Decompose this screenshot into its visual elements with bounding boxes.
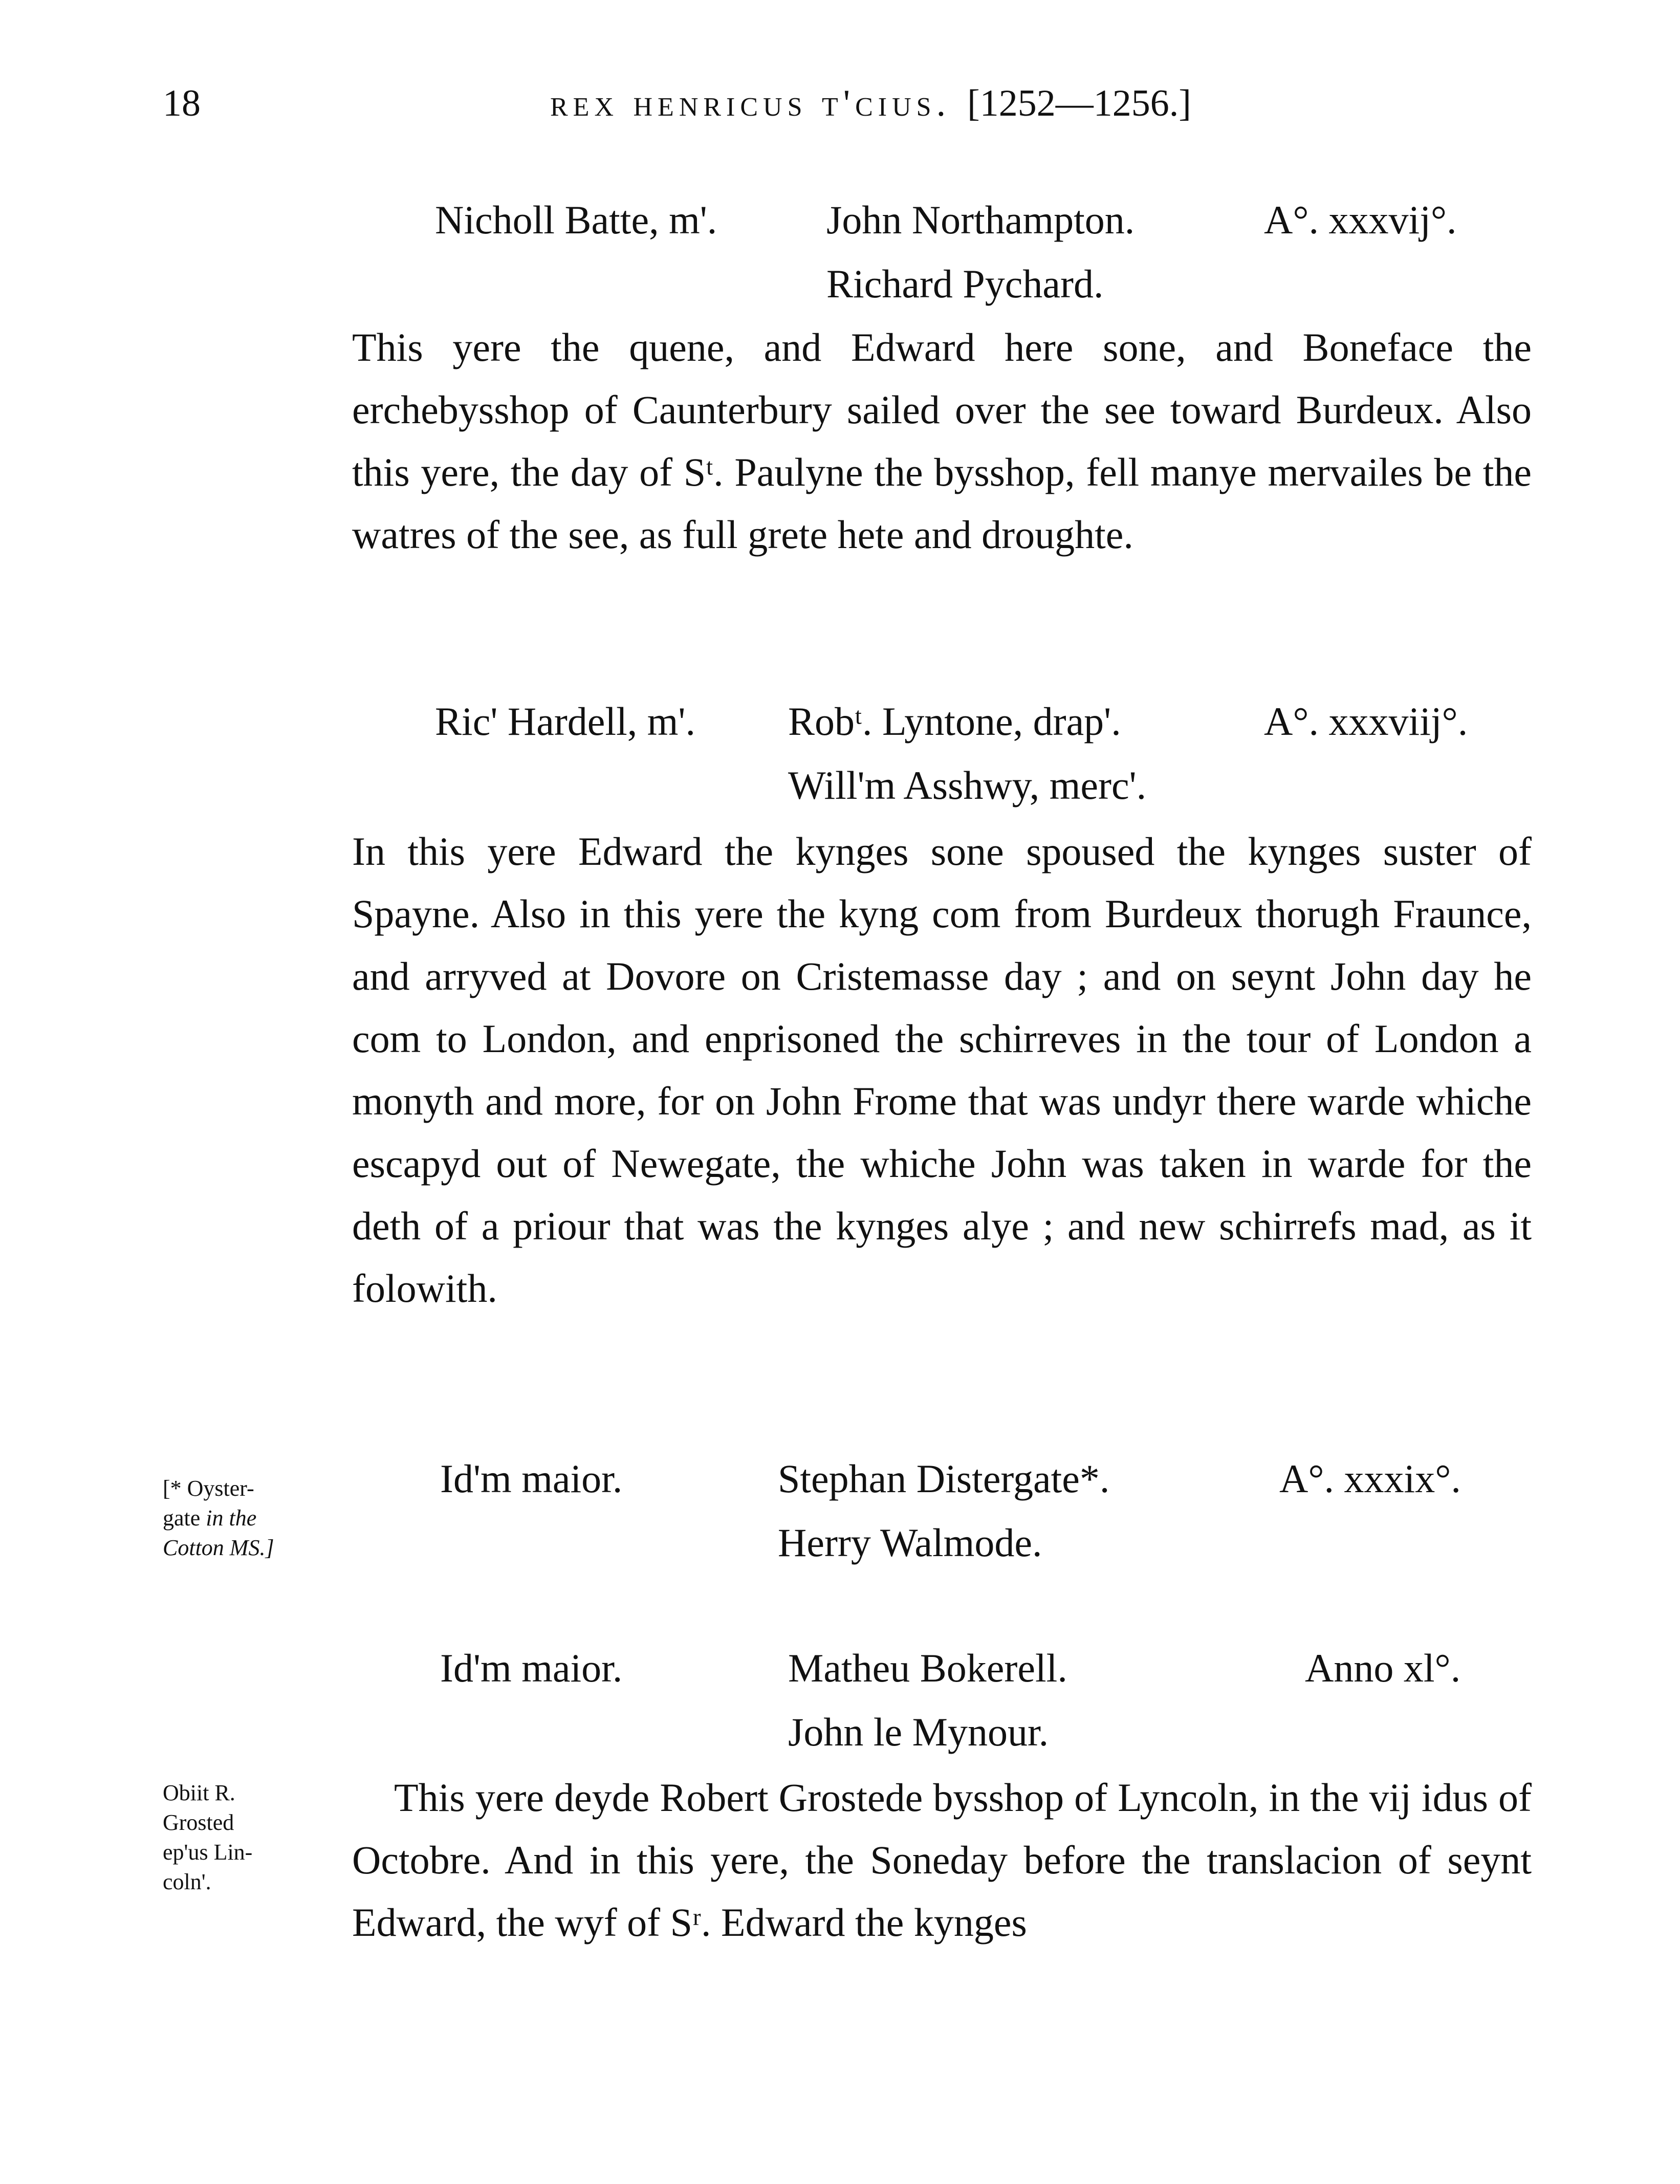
sheriff-name: Stephan Distergate*. [778, 1456, 1110, 1501]
date-range: [1252—1256.] [967, 82, 1191, 124]
sidenote-line: Grosted [163, 1810, 234, 1835]
sidenote-line: Cotton MS.] [163, 1535, 274, 1560]
chronicle-paragraph: In this yere Edward the kynges sone spoused the kynges suster of Spayne. Also in this yere the kyng com from Burdeux thorugh Fraunce, and arryved at Dovore on Cristemasse day ; and on seynt John day he com to London, and enprisoned the schirreves in the tour of London a monyth and more, for on John Frome that was undyr there warde whiche escapyd out of Newegate, the whiche John was taken in warde for the deth of a priour that was the kynges alye ; and new schirrefs mad, as it folowith. [352, 829, 1532, 1311]
sheriff-name: Will'm Asshwy, merc'. [788, 763, 1147, 807]
sidenote-line: coln'. [163, 1869, 211, 1894]
chronicle-paragraph: This yere deyde Robert Grostede bysshop of Lyncoln, in the vij idus of Octobre. And in this yere, the Soneday before the translacion of seynt Edward, the wyf of Sʳ. Edward the kynges [352, 1775, 1532, 1945]
sheriff-name: Herry Walmode. [778, 1520, 1042, 1565]
regnal-year: A°. xxxix°. [1279, 1456, 1461, 1501]
running-title: rex henricus t'cius. [550, 82, 951, 124]
sheriff-name: Richard Pychard. [826, 261, 1104, 306]
mayor-name: Ric' Hardell, m'. [435, 699, 695, 744]
regnal-year: Anno xl°. [1305, 1646, 1461, 1690]
sidenote-line: gate in the [163, 1505, 257, 1531]
page-number: 18 [163, 82, 201, 124]
sheriff-name: Matheu Bokerell. [788, 1646, 1067, 1690]
mayor-name: Id'm maior. [440, 1646, 623, 1690]
sidenote [163, 1778, 252, 1897]
sheriff-name: John le Mynour. [788, 1710, 1049, 1754]
mayor-name: Nicholl Batte, m'. [435, 198, 717, 242]
regnal-year: A°. xxxviij°. [1264, 699, 1468, 744]
sheriff-name: John Northampton. [826, 198, 1135, 242]
mayor-name: Id'm maior. [440, 1456, 623, 1501]
sidenote [163, 1474, 274, 1563]
running-head [550, 82, 1191, 125]
regnal-year: A°. xxxvij°. [1264, 198, 1457, 242]
sidenote-line: ep'us Lin- [163, 1840, 253, 1865]
sidenote-line: Obiit R. [163, 1780, 235, 1805]
sidenote-line: [* Oyster- [163, 1476, 254, 1501]
sheriff-name: Robᵗ. Lyntone, drap'. [788, 699, 1121, 744]
chronicle-paragraph: This yere the quene, and Edward here sone, and Boneface the erchebysshop of Caunterbury sailed over the see toward Burdeux. Also this yere, the day of Sᵗ. Paulyne the bysshop, fell manye mervailes be the watres of the see, as full grete hete and droughte. [352, 325, 1532, 557]
